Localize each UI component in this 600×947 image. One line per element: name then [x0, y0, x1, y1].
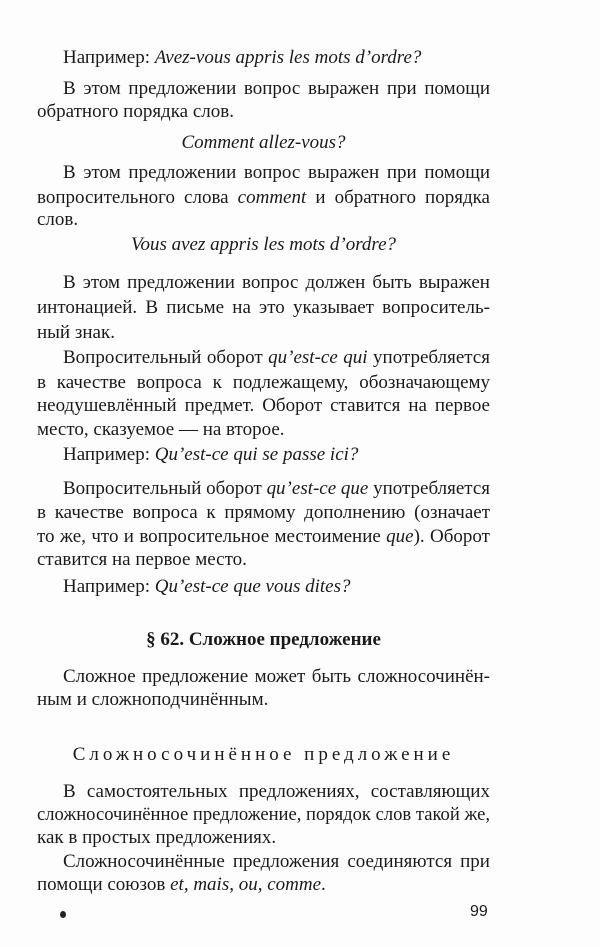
text-segment: В этом предложении вопрос выражен при помощи: [63, 162, 490, 183]
text-segment: .: [321, 874, 326, 895]
french-example: et, mais, ou, comme: [170, 874, 322, 895]
text-line: [37, 234, 490, 256]
text-line: [37, 322, 490, 344]
line-content: [37, 526, 490, 548]
text-line: [37, 187, 490, 209]
text-segment: слов.: [37, 209, 79, 230]
subsection-heading: [37, 744, 490, 766]
text-line: [37, 689, 490, 711]
page-number: 99: [470, 903, 488, 920]
text-segment: Например:: [63, 47, 155, 68]
text-line: [37, 297, 490, 319]
text-segment: употребляется: [367, 347, 490, 368]
text-segment: Например:: [63, 576, 155, 597]
text-segment: В самостоятельных предложениях, составляющих: [63, 781, 490, 802]
line-content: [181, 132, 345, 154]
line-content: [63, 851, 490, 873]
french-example: qu’est-ce qui: [268, 347, 368, 368]
text-line: [37, 47, 490, 69]
text-segment: обратного порядка слов.: [37, 101, 234, 122]
french-example: Qu’est-ce que vous dites?: [154, 576, 351, 597]
text-line: [37, 101, 490, 123]
bullet-mark: [60, 911, 66, 918]
text-segment: ). Оборот: [413, 526, 490, 547]
line-content: [37, 804, 490, 826]
french-example: que: [386, 526, 414, 547]
text-line: [37, 419, 490, 441]
text-segment: в качестве вопроса к подлежащему, обозначающему: [37, 372, 491, 393]
line-content: [37, 372, 490, 394]
text-line: [37, 804, 490, 826]
line-content: [63, 781, 490, 803]
text-segment: вопросительного слова: [37, 187, 238, 208]
text-line: [37, 827, 490, 849]
line-content: [37, 187, 490, 209]
text-line: [37, 576, 490, 598]
text-line: [37, 502, 490, 524]
line-content: [73, 744, 455, 766]
text-segment: Вопросительный оборот: [63, 347, 269, 368]
text-line: [37, 478, 490, 500]
line-content: [63, 576, 350, 598]
french-example: comment: [237, 187, 307, 208]
line-content: [146, 629, 381, 651]
line-content: [63, 162, 490, 184]
text-segment: сложносочинённое предложение, порядок слов такой же,: [37, 804, 490, 825]
line-content: [37, 549, 247, 571]
section-heading: [37, 629, 490, 651]
text-line: [37, 874, 490, 896]
line-content: [63, 272, 490, 294]
text-segment: помощи союзов: [37, 874, 171, 895]
text-segment: Сложное предложение может быть сложносочинён-: [63, 666, 491, 687]
text-line: [37, 549, 490, 571]
text-segment: ным и сложноподчинённым.: [37, 689, 269, 710]
text-segment: Например:: [63, 444, 155, 465]
line-content: [37, 502, 490, 524]
text-line: [37, 526, 490, 548]
text-line: [37, 347, 490, 369]
text-line: [37, 666, 490, 688]
text-segment: ставится на первое место.: [37, 549, 247, 570]
text-line: [37, 272, 490, 294]
text-segment: как в простых предложениях.: [37, 827, 277, 848]
text-segment: ный знак.: [37, 322, 115, 343]
text-line: [37, 372, 490, 394]
line-content: [37, 874, 326, 896]
text-line: [37, 209, 490, 231]
french-example: Avez-vous appris les mots d’ordre?: [154, 47, 422, 68]
text-segment: употребляется: [368, 478, 491, 499]
text-line: [37, 395, 490, 417]
line-content: [37, 395, 490, 417]
line-content: [63, 78, 490, 100]
french-example: qu’est-ce que: [266, 478, 369, 499]
text-segment: Вопросительный оборот: [63, 478, 267, 499]
text-line: [37, 781, 490, 803]
line-content: [63, 666, 490, 688]
line-content: [37, 297, 490, 319]
text-segment: то же, что и вопросительное местоимение: [37, 526, 387, 547]
text-line: [37, 851, 490, 873]
text-line: [37, 132, 490, 154]
line-content: [37, 101, 234, 123]
text-line: [37, 444, 490, 466]
text-segment: и обратного порядка: [306, 187, 490, 208]
line-content: [37, 209, 78, 231]
line-content: [37, 419, 285, 441]
line-content: [131, 234, 396, 256]
text-line: [37, 78, 490, 100]
text-segment: Сложносочинённые предложения соединяются при: [63, 851, 490, 872]
text-segment: интонацией. В письме на это указывает вопроситель-: [37, 297, 490, 318]
text-segment: В этом предложении вопрос должен быть выражен: [63, 272, 490, 293]
french-example: Comment allez-vous?: [181, 132, 346, 153]
text-segment: Сложносочинённое предложение: [72, 744, 455, 765]
line-content: [37, 322, 115, 344]
french-example: Qu’est-ce qui se passe ici?: [154, 444, 359, 465]
line-content: [63, 478, 490, 500]
text-segment: в качестве вопроса к прямому дополнению (означает: [37, 502, 491, 523]
french-example: Vous avez appris les mots d’ordre?: [130, 234, 397, 255]
line-content: [63, 347, 490, 369]
text-segment: неодушевлённый предмет. Оборот ставится на первое: [37, 395, 490, 416]
line-content: [37, 689, 268, 711]
text-segment: место, сказуемое — на второе.: [37, 419, 285, 440]
text-segment: § 62. Сложное предложение: [146, 629, 381, 650]
line-content: [63, 47, 421, 69]
line-content: [63, 444, 358, 466]
line-content: [37, 827, 276, 849]
text-segment: В этом предложении вопрос выражен при помощи: [63, 78, 490, 99]
text-line: [37, 162, 490, 184]
